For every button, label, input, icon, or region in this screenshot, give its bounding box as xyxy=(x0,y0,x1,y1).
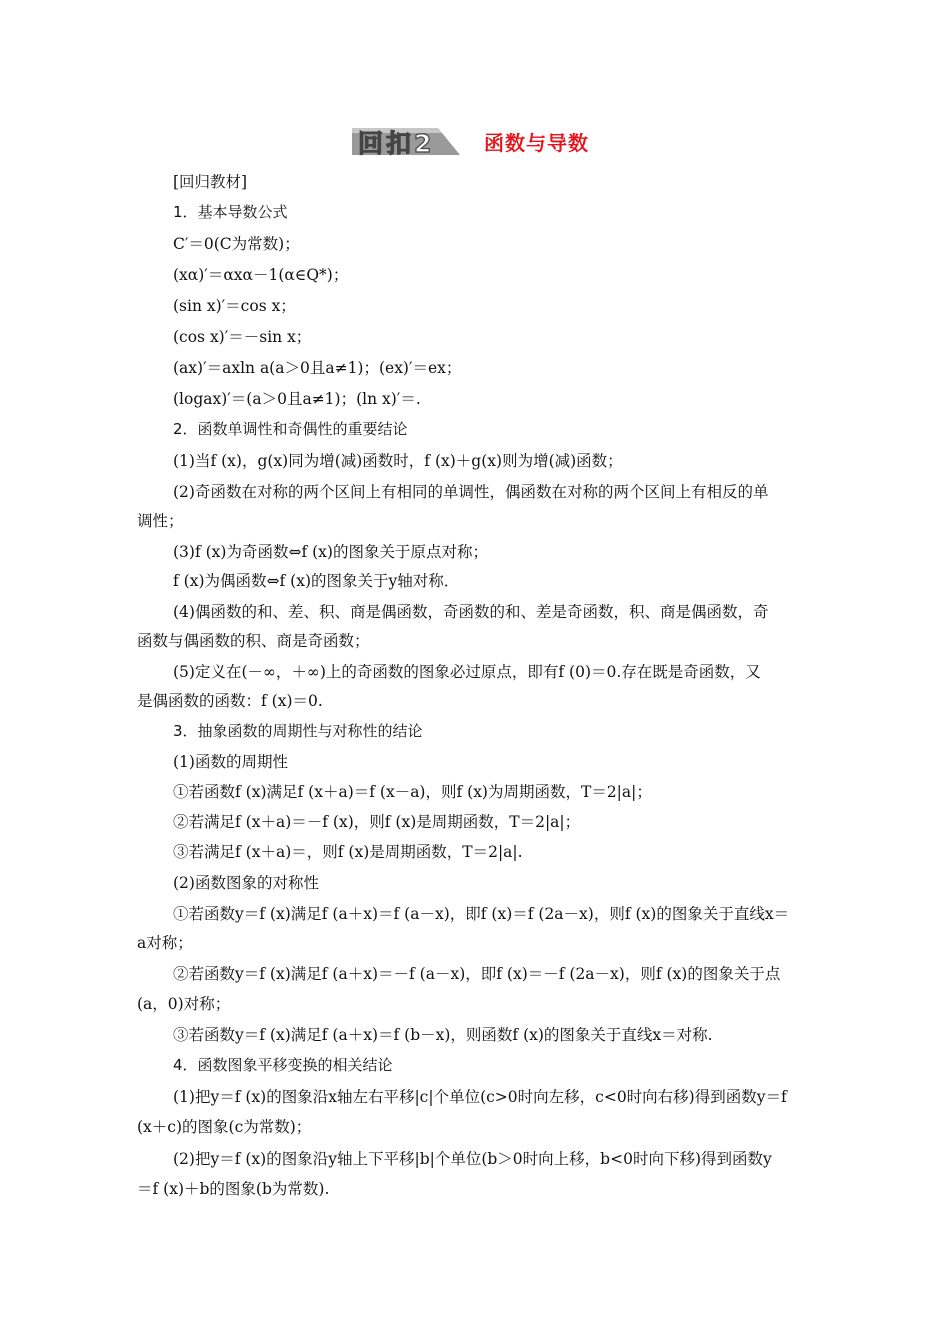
formula-logarithm: (logax)′＝(a＞0且a≠1)；(ln x)′＝. xyxy=(173,390,421,408)
paragraph-5-line-2: 是偶函数的函数：f (x)＝0. xyxy=(137,692,323,710)
heading-translation: 4．函数图象平移变换的相关结论 xyxy=(173,1056,393,1074)
symmetry-item-1-line-2: a对称； xyxy=(137,934,193,952)
formula-sin: (sin x)′＝cos x； xyxy=(173,297,296,315)
periodicity-item-1: ①若函数f (x)满足f (x＋a)＝f (x－a)，则f (x)为周期函数，T＝2|a|； xyxy=(173,783,652,801)
subheading-periodicity: (1)函数的周期性 xyxy=(173,753,288,771)
formula-constant: C′＝0(C为常数)； xyxy=(173,235,300,253)
translation-1-line-2: (x＋c)的图象(c为常数)； xyxy=(137,1118,312,1136)
translation-2-line-1: (2)把y＝f (x)的图象沿y轴上下平移|b|个单位(b＞0时向上移，b<0时向下移)得到函数y xyxy=(173,1150,772,1168)
paragraph-4-line-1: (4)偶函数的和、差、积、商是偶函数，奇函数的和、差是奇函数，积、商是偶函数，奇 xyxy=(173,603,769,621)
formula-power: (xα)′＝αxα－1(α∈Q*)； xyxy=(173,266,349,284)
paragraph-1: (1)当f (x)，g(x)同为增(减)函数时，f (x)＋g(x)则为增(减)函数； xyxy=(173,452,623,470)
heading-derivative-formulas: 1．基本导数公式 xyxy=(173,203,288,221)
formula-exponential: (ax)′＝axln a(a＞0且a≠1)；(ex)′＝ex； xyxy=(173,359,462,377)
periodicity-item-2: ②若满足f (x＋a)＝－f (x)，则f (x)是周期函数，T＝2|a|； xyxy=(173,813,581,831)
symmetry-item-3: ③若函数y＝f (x)满足f (a＋x)＝f (b－x)，则函数f (x)的图象关于直线x＝对称. xyxy=(173,1026,713,1044)
paragraph-2-line-2: 调性； xyxy=(137,512,184,530)
translation-1-line-1: (1)把y＝f (x)的图象沿x轴左右平移|c|个单位(c>0时向左移，c<0时向右移)得到函数y＝f xyxy=(173,1088,787,1106)
subheading-symmetry: (2)函数图象的对称性 xyxy=(173,874,319,892)
symmetry-item-2-line-1: ②若函数y＝f (x)满足f (a＋x)＝－f (a－x)，即f (x)＝－f (2a－x)，则f (x)的图象关于点 xyxy=(173,965,781,983)
periodicity-item-3: ③若满足f (x＋a)＝，则f (x)是周期函数，T＝2|a|. xyxy=(173,843,523,861)
symmetry-item-1-line-1: ①若函数y＝f (x)满足f (a＋x)＝f (a－x)，即f (x)＝f (2a－x)，则f (x)的图象关于直线x＝ xyxy=(173,905,790,923)
badge-label: 回扣2 xyxy=(358,129,435,158)
section-header xyxy=(352,124,589,158)
page-title: 函数与导数 xyxy=(484,130,589,155)
heading-periodicity-symmetry: 3．抽象函数的周期性与对称性的结论 xyxy=(173,722,423,740)
paragraph-4-line-2: 函数与偶函数的积、商是奇函数； xyxy=(137,632,370,650)
formula-cos: (cos x)′＝－sin x； xyxy=(173,328,312,346)
paragraph-3-line-1: (3)f (x)为奇函数⇔f (x)的图象关于原点对称； xyxy=(173,543,488,561)
symmetry-item-2-line-2: (a，0)对称； xyxy=(137,995,231,1013)
heading-monotonicity-parity: 2．函数单调性和奇偶性的重要结论 xyxy=(173,420,408,438)
translation-2-line-2: ＝f (x)＋b的图象(b为常数). xyxy=(137,1180,330,1198)
paragraph-5-line-1: (5)定义在(－∞，＋∞)上的奇函数的图象必过原点，即有f (0)＝0.存在既是奇函数，又 xyxy=(173,663,761,681)
section-badge xyxy=(352,125,462,157)
section-tag: [回归教材] xyxy=(173,173,248,191)
paragraph-2-line-1: (2)奇函数在对称的两个区间上有相同的单调性，偶函数在对称的两个区间上有相反的单 xyxy=(173,483,769,501)
paragraph-3-line-2: f (x)为偶函数⇔f (x)的图象关于y轴对称． xyxy=(173,572,460,590)
